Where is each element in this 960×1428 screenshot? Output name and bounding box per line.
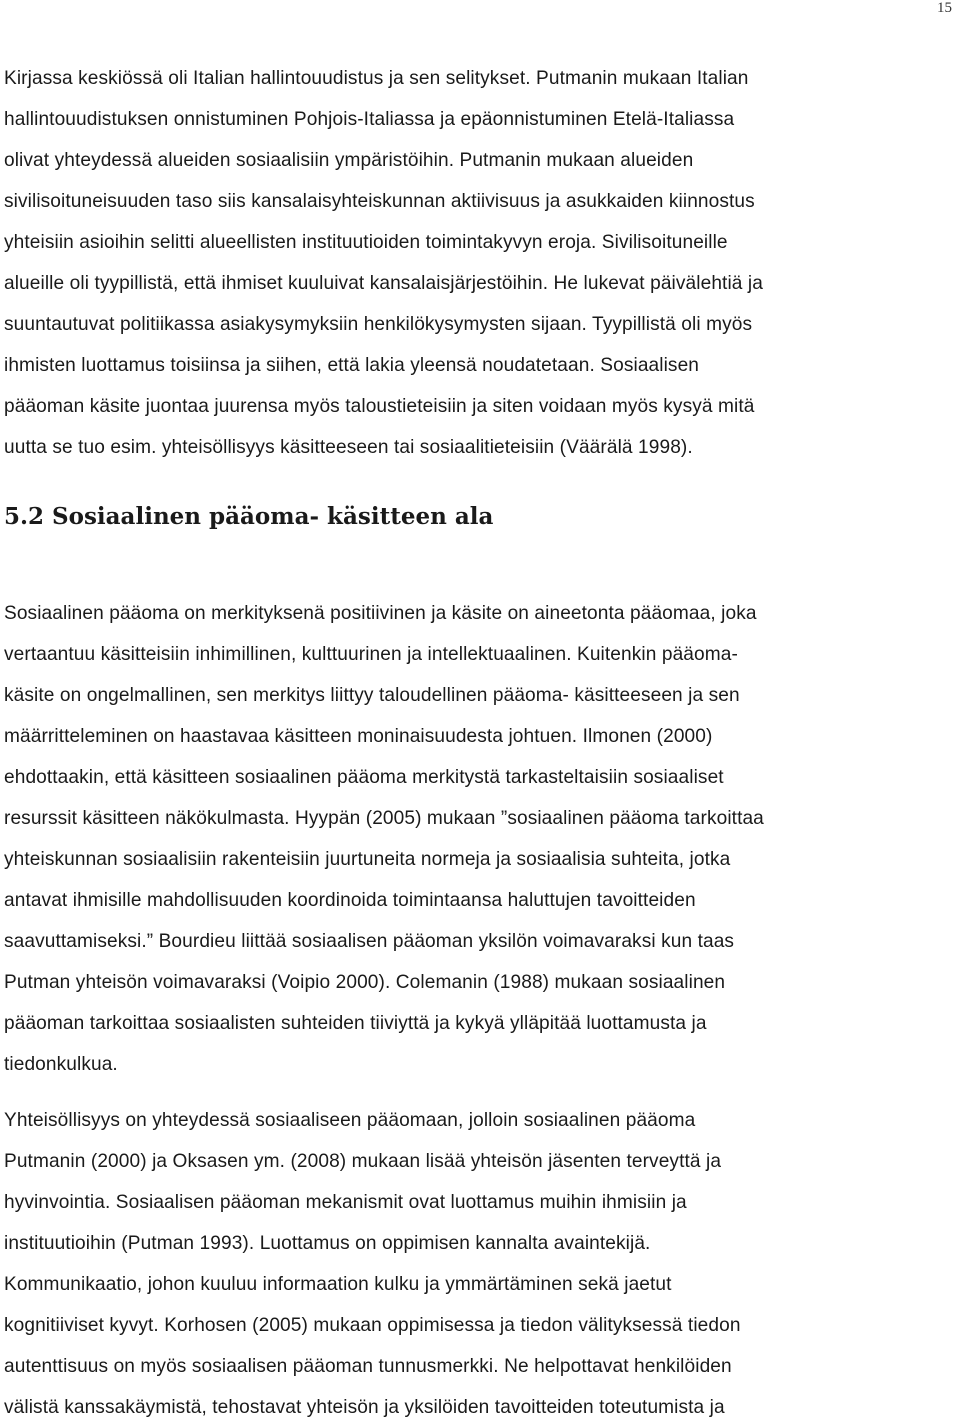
document-body <box>4 58 954 1428</box>
paragraph-italian-reform: Kirjassa keskiössä oli Italian hallintouudistus ja sen selitykset. Putmanin mukaan Italian hallintouudistuksen onnistuminen Pohjois-Italiassa ja epäonnistuminen Etelä-Italiassa olivat yhteydessä alueiden sosiaalisiin ympäristöihin. Putmanin mukaan alueiden sivilisoituneisuuden taso siis kansalaisyhteiskunnan aktiivisuus ja asukkaiden kiinnostus yhteisiin asioihin selitti alueellisten instituutioiden toimintakyvyn eroja. Sivilisoituneille alueille oli tyypillistä, että ihmiset kuuluivat kansalaisjärjestöihin. He lukevat päivälehtiä ja suuntautuvat politiikassa asiakysymyksiin henkilökysymysten sijaan. Tyypillistä oli myös ihmisten luottamus toisiinsa ja siihen, että lakia yleensä noudatetaan. Sosiaalisen pääoman käsite juontaa juurensa myös taloustieteisiin ja siten voidaan myös kysyä mitä uutta se tuo esim. yhteisöllisyys käsitteeseen tai sosiaalitieteisiin (Väärälä 1998). <box>4 68 763 458</box>
paragraph-social-capital-definition: Sosiaalinen pääoma on merkityksenä positiivinen ja käsite on aineetonta pääomaa, joka vertaantuu käsitteisiin inhimillinen, kulttuurinen ja intellektuaalinen. Kuitenkin pääoma- käsite on ongelmallinen, sen merkitys liittyy taloudellinen pääoma- käsitteeseen ja sen määrritteleminen on haastavaa käsitteen moninaisuudesta johtuen. Ilmonen (2000) ehdottaakin, että käsitteen sosiaalinen pääoma merkitystä tarkasteltaisiin sosiaaliset resurssit käsitteen näkökulmasta. Hyypän (2005) mukaan ”sosiaalinen pääoma tarkoittaa yhteiskunnan sosiaalisiin rakenteisiin juurtuneita normeja ja sosiaalisia suhteita, jotka antavat ihmisille mahdollisuuden koordinoida toimintaansa haluttujen tavoitteiden saavuttamiseksi.” Bourdieu liittää sosiaalisen pääoman yksilön voimavaraksi kun taas Putman yhteisön voimavaraksi (Voipio 2000). Colemanin (1988) mukaan sosiaalinen pääoman tarkoittaa sosiaalisten suhteiden tiiviyttä ja kykyä ylläpitää luottamusta ja tiedonkulkua. <box>4 603 764 1075</box>
section-heading: 5.2 Sosiaalinen pääoma- käsitteen ala <box>4 503 494 530</box>
page-number: 15 <box>937 0 952 16</box>
paragraph-community: Yhteisöllisyys on yhteydessä sosiaaliseen pääomaan, jolloin sosiaalinen pääoma Putmanin (2000) ja Oksasen ym. (2008) mukaan lisää yhteisön jäsenten terveyttä ja hyvinvointia. Sosiaalisen pääoman mekanismit ovat luottamus muihin ihmisiin ja instituutioihin (Putman 1993). Luottamus on oppimisen kannalta avaintekijä. Kommunikaatio, johon kuuluu informaation kulku ja ymmärtäminen sekä jaetut kognitiiviset kyvyt. Korhosen (2005) mukaan oppimisessa ja tiedon välityksessä tiedon autenttisuus on myös sosiaalisen pääoman tunnusmerkki. Ne helpottavat henkilöiden välistä kanssakäymistä, tehostavat yhteisön ja yksilöiden tavoitteiden toteutumista ja <box>4 1110 741 1418</box>
